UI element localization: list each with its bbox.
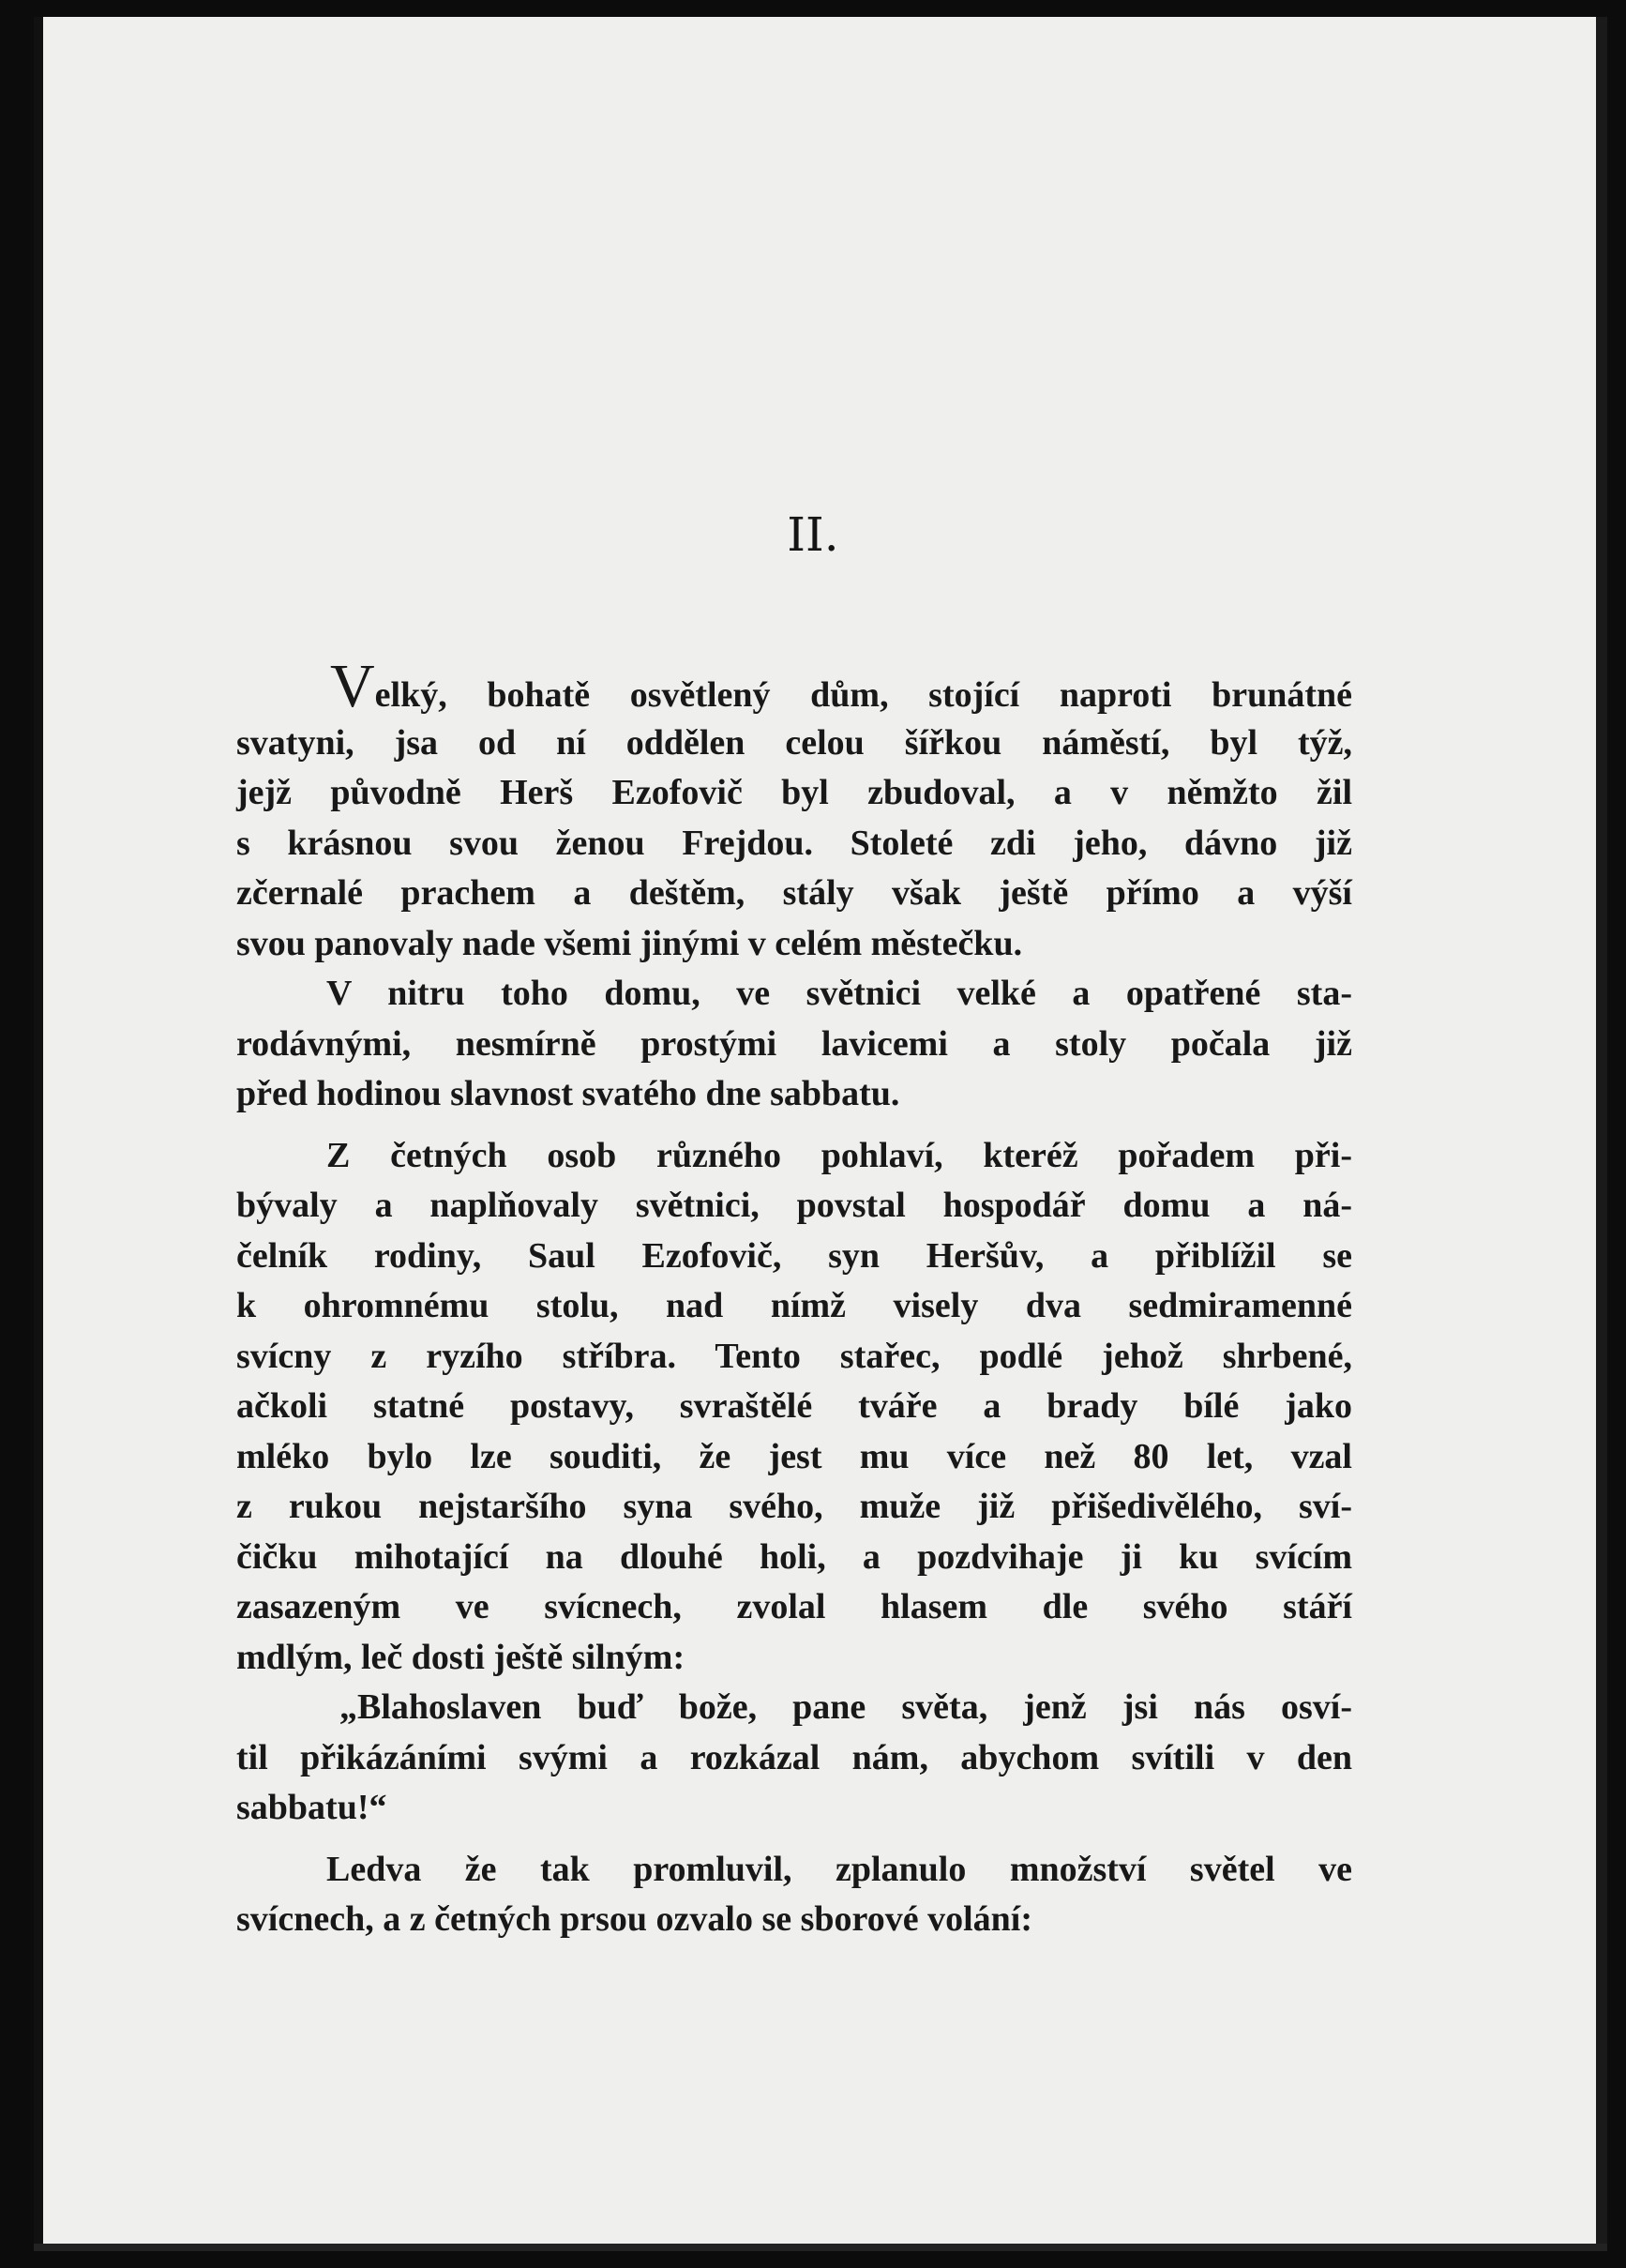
- paragraph-1: [236, 652, 1352, 969]
- page-right-edge: [1596, 17, 1607, 2247]
- text-line: před hodinou slavnost svatého dne sabbatu.: [236, 1074, 900, 1113]
- chapter-heading: II.: [787, 507, 839, 562]
- paragraph-3: [236, 1131, 1352, 1684]
- text-line: mléko bylo lze souditi, že jest mu více než 80 let, vzal: [236, 1436, 1352, 1476]
- page-bottom-edge: [34, 2244, 1607, 2251]
- page-left-edge: [34, 17, 43, 2247]
- text-line: z rukou nejstaršího syna svého, muže již přišedivělého, sví-: [236, 1487, 1352, 1526]
- text-line: k ohromnému stolu, nad nímž visely dva sedmiramenné: [236, 1286, 1352, 1325]
- text-line: s krásnou svou ženou Frejdou. Stoleté zdi jeho, dávno již: [236, 823, 1352, 863]
- text-line: V nitru toho domu, ve světnici velké a opatřené sta-: [326, 974, 1352, 1013]
- text-line: sabbatu!“: [236, 1788, 387, 1827]
- paragraph-4: [236, 1683, 1352, 1834]
- text-line: „Blahoslaven buď bože, pane světa, jenž jsi nás osví-: [339, 1687, 1352, 1727]
- text-line: rodávnými, nesmírně prostými lavicemi a stoly počala již: [236, 1023, 1352, 1064]
- text-line: til přikázáními svými a rozkázal nám, abychom svítili v den: [236, 1737, 1352, 1777]
- paragraph-2: [236, 969, 1352, 1120]
- text-line: ačkoli statné postavy, svraštělé tváře a brady bílé jako: [236, 1386, 1352, 1426]
- paragraph-5: [236, 1845, 1352, 1945]
- drop-cap: V: [330, 652, 375, 720]
- text-line: [236, 652, 1352, 720]
- text-line: čelník rodiny, Saul Ezofovič, syn Heršův, a přiblížil se: [236, 1235, 1352, 1276]
- text-line: zasazeným ve svícnech, zvolal hlasem dle svého stáří: [236, 1587, 1352, 1626]
- text-line: čičku mihotající na dlouhé holi, a pozdvihaje ji ku svícím: [236, 1536, 1352, 1577]
- text-line: svou panovaly nade všemi jinými v celém městečku.: [236, 923, 1023, 963]
- text-line: svícnech, a z četných prsou ozvalo se sborové volání:: [236, 1899, 1032, 1939]
- text-line: svatyni, jsa od ní oddělen celou šířkou náměstí, byl týž,: [236, 722, 1352, 763]
- line-text: elký, bohatě osvětlený dům, stojící naproti brunátné: [374, 675, 1352, 715]
- text-line: mdlým, leč dosti ještě silným:: [236, 1637, 685, 1677]
- text-line: Z četných osob různého pohlaví, kteréž pořadem při-: [326, 1135, 1352, 1175]
- text-line: svícny z ryzího stříbra. Tento stařec, podlé jehož shrbené,: [236, 1336, 1352, 1376]
- body-text: [236, 652, 1352, 1945]
- text-line: zčernalé prachem a deštěm, stály však ještě přímo a výší: [236, 873, 1352, 913]
- text-line: jejž původně Herš Ezofovič byl zbudoval, a v němžto žil: [236, 773, 1352, 812]
- text-line: Ledva že tak promluvil, zplanulo množství světel ve: [326, 1849, 1352, 1889]
- text-line: bývaly a naplňovaly světnici, povstal hospodář domu a ná-: [236, 1186, 1352, 1225]
